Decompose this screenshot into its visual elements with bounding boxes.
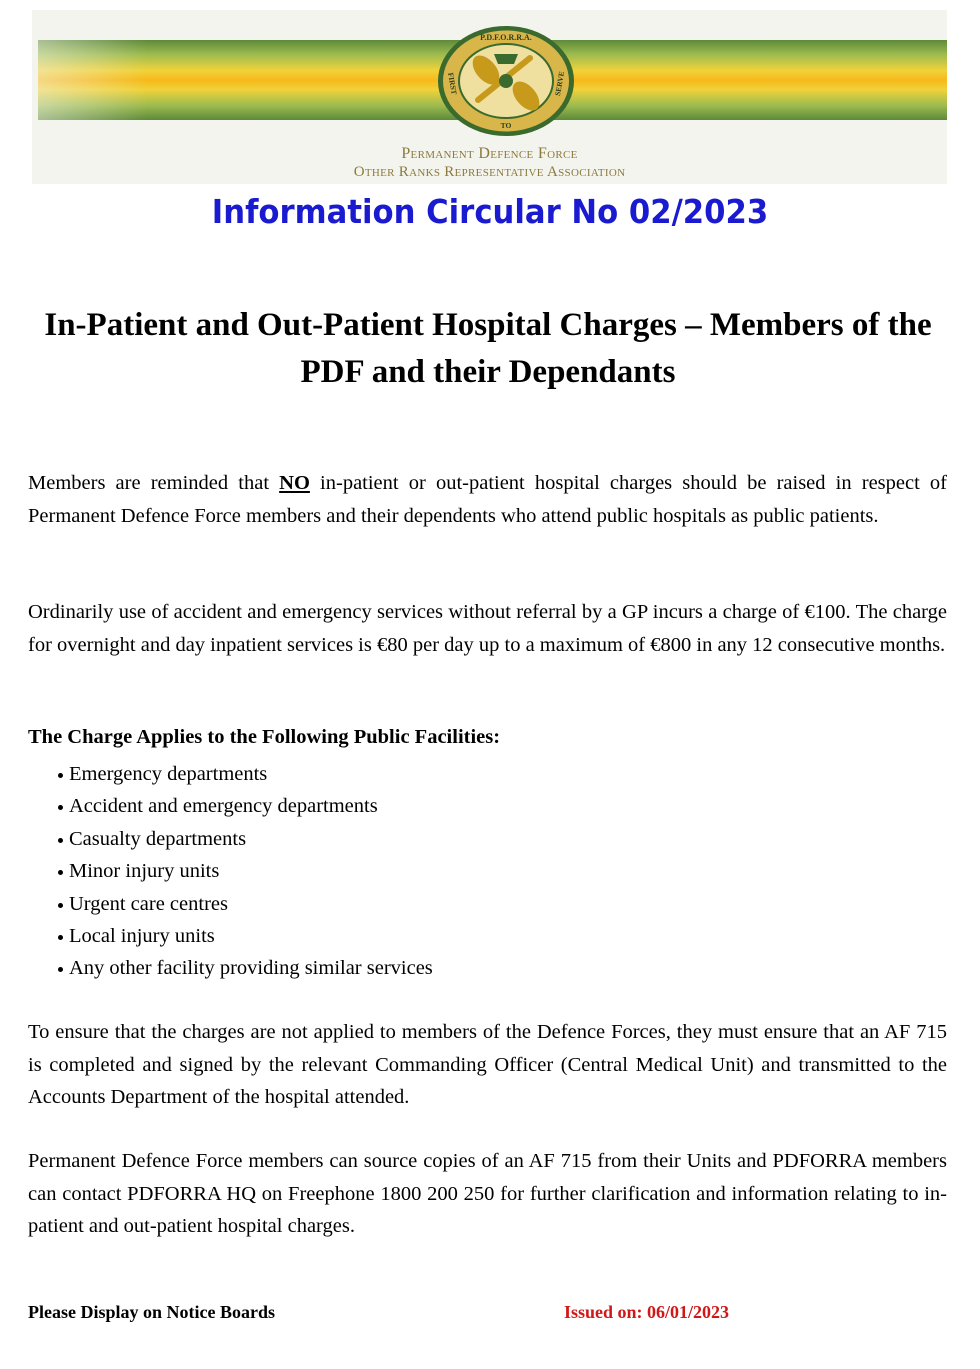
list-item: Minor injury units xyxy=(55,855,433,887)
list-item: Urgent care centres xyxy=(55,888,433,920)
seal-text-left: FIRST xyxy=(446,71,459,96)
pdforra-seal-logo xyxy=(436,24,576,138)
paragraph-reminder-end: in-patient or out-patient hospital charges should be raised in respect of Permanent Defence Force members and their dependents who attend public hospitals as public patients. xyxy=(28,472,948,527)
issued-date: Issued on: 06/01/2023 xyxy=(564,1302,730,1322)
org-name-line2: Other Ranks Representative Association xyxy=(353,164,626,180)
seal-text-bottom: TO xyxy=(500,121,512,130)
display-note: Please Display on Notice Boards xyxy=(28,1302,275,1322)
document-title: In-Patient and Out-Patient Hospital Charges – Members of the PDF and their Dependants xyxy=(44,307,932,390)
circular-title: Information Circular No 02/2023 xyxy=(211,192,769,231)
paragraph-af715: To ensure that the charges are not applied to members of the Defence Forces, they must ensure that an AF 715 is completed and signed by the relevant Commanding Officer (Central Medical Unit) and transmitted to the Accounts Department of the hospital attended. xyxy=(28,1021,947,1108)
paragraph-reminder xyxy=(28,467,947,532)
paragraph-contact: Permanent Defence Force members can source copies of an AF 715 from their Units and PDFORRA members can contact PDFORRA HQ on Freephone 1800 200 250 for further clarification and information relating to in-patient and out-patient hospital charges. xyxy=(28,1150,947,1237)
paragraph-charges: Ordinarily use of accident and emergency services without referral by a GP incurs a charge of €100. The charge for overnight and day inpatient services is €80 per day up to a maximum of €800 in any 12 consecutive months. xyxy=(28,601,947,656)
list-item: Emergency departments xyxy=(55,758,433,790)
seal-text-right: SERVE xyxy=(552,70,567,97)
list-item: Accident and emergency departments xyxy=(55,790,433,822)
paragraph-reminder-start: Members are reminded that xyxy=(28,472,280,494)
org-name-line1: Permanent Defence Force xyxy=(401,145,578,162)
facilities-heading: The Charge Applies to the Following Public Facilities: xyxy=(28,726,501,748)
emphasis-no: NO xyxy=(279,472,310,494)
header-banner xyxy=(32,10,947,184)
facilities-list xyxy=(55,758,433,985)
list-item: Casualty departments xyxy=(55,823,433,855)
list-item: Any other facility providing similar services xyxy=(55,952,433,984)
seal-text-top: P.D.F.O.R.R.A. xyxy=(480,33,532,42)
list-item: Local injury units xyxy=(55,920,433,952)
